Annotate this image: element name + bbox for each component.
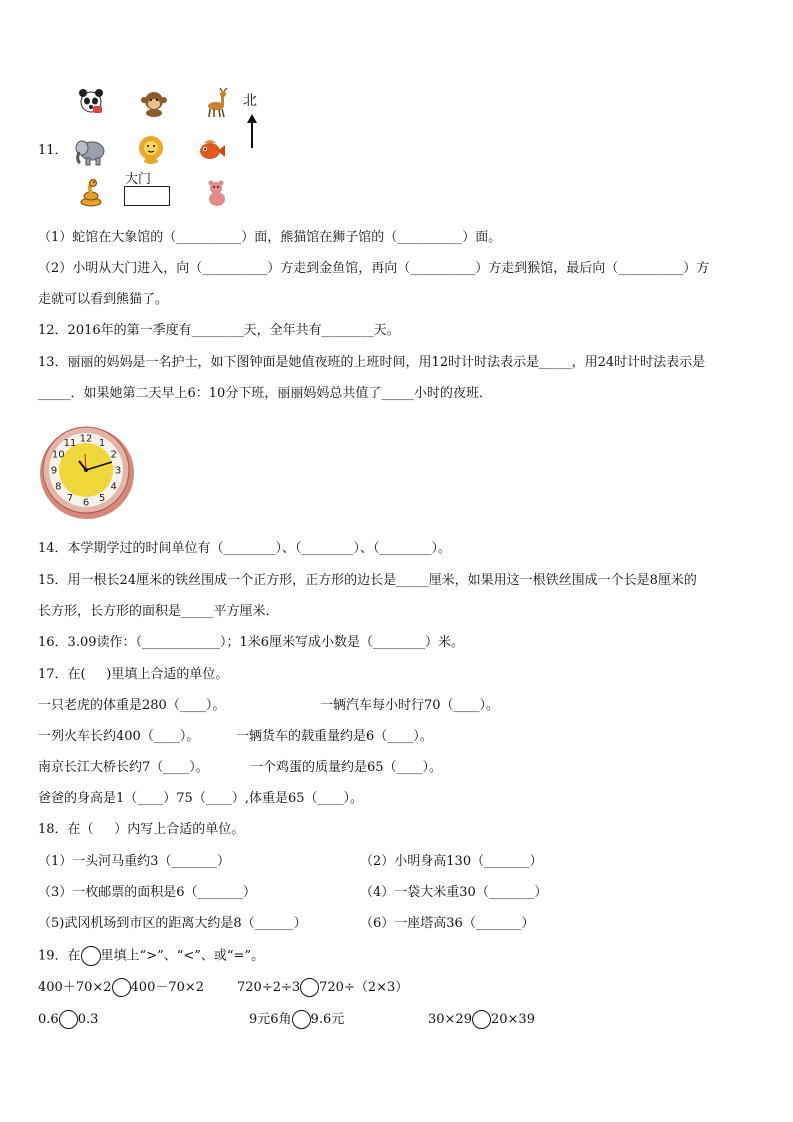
q19-expr2 — [237, 978, 408, 997]
elephant-icon — [74, 136, 110, 166]
q17-a: 一只老虎的体重是280（____）。 — [38, 698, 226, 713]
q19-title-pre: 19．在 — [38, 948, 81, 964]
clock-number: 2 — [110, 449, 117, 461]
q12: 12．2016年的第一季度有________天，全年共有________天。 — [38, 323, 400, 338]
q17-c: 一列火车长约400（____）。 — [38, 729, 200, 744]
q19-expr5 — [428, 1010, 535, 1029]
q17-b: 一辆汽车每小时行70（____）。 — [320, 698, 500, 713]
q19-expr1 — [38, 978, 204, 997]
clock-number: 9 — [50, 465, 58, 477]
clock-number: 1 — [98, 437, 106, 449]
clock-number: 7 — [66, 493, 74, 505]
clock-number: 4 — [110, 481, 117, 493]
clock-face — [38, 420, 136, 520]
goldfish-icon — [196, 135, 226, 165]
q11-part2-line1: （2）小明从大门进入，向（__________）方走到金鱼馆，再向（__________）方走到猴馆，最后向（__________）方 — [38, 261, 710, 276]
q18-p5: （5)武冈机场到市区的距离大约是8（______） — [38, 916, 307, 931]
q15-line2: 长方形，长方形的面积是_____平方厘米． — [38, 604, 279, 619]
clock-number: 10 — [51, 449, 65, 461]
expr-left: 30×29 — [428, 1012, 472, 1027]
lion-icon — [136, 134, 166, 164]
snake-icon — [76, 178, 106, 208]
q14: 14．本学期学过的时间单位有（________）、（________）、（________）。 — [38, 541, 452, 556]
monkey-icon — [139, 88, 169, 118]
q13-line1: 13．丽丽的妈妈是一名护士，如下图钟面是她值夜班的上班时间，用12时计时法表示是_____，用24时计时法表示是 — [38, 355, 706, 370]
answer-circle[interactable] — [112, 978, 131, 997]
clock-number: 12 — [79, 433, 93, 445]
answer-circle[interactable] — [59, 1010, 78, 1029]
expr-left: 400＋70×2 — [38, 980, 112, 995]
answer-circle[interactable] — [472, 1010, 491, 1029]
compare-circle-icon — [81, 946, 101, 966]
q18-p1: （1）一头河马重约3（_______） — [38, 854, 231, 869]
q18-p6: （6）一座塔高36（_______） — [360, 916, 535, 931]
clock-number: 8 — [55, 481, 62, 493]
expr-right: 720÷（2×3） — [319, 980, 409, 995]
expr-right: 9.6元 — [310, 1012, 345, 1027]
gate-label: 大门 — [125, 172, 152, 187]
clock-number: 3 — [114, 465, 122, 477]
q18-p2: （2）小明身高130（_______） — [360, 854, 543, 869]
clock-number: 5 — [98, 493, 106, 505]
bear-icon — [202, 178, 232, 208]
q19-expr4 — [249, 1010, 344, 1029]
expr-left: 720÷2÷3 — [237, 980, 301, 995]
q19-title — [38, 946, 264, 966]
answer-circle[interactable] — [300, 978, 319, 997]
expr-right: 0.3 — [77, 1012, 99, 1027]
q17-f: 一个鸡蛋的质量约是65（____）。 — [250, 760, 443, 775]
north-arrow-icon — [251, 122, 253, 148]
q13-line2: _____．如果她第二天早上6：10分下班，丽丽妈妈总共值了_____小时的夜班． — [38, 386, 492, 401]
q11-part1: （1）蛇馆在大象馆的（__________）面，熊猫馆在狮子馆的（__________）面。 — [38, 230, 502, 245]
panda-icon — [76, 86, 106, 116]
expr-left: 9元6角 — [249, 1012, 292, 1027]
q18-p3: （3）一枚邮票的面积是6（_______） — [38, 885, 257, 900]
expr-right: 400－70×2 — [130, 980, 205, 995]
clock-number: 6 — [82, 497, 90, 509]
question-number-11: 11． — [38, 143, 68, 158]
q11-part2-line2: 走就可以看到熊猫了。 — [38, 292, 169, 307]
q19-expr3 — [38, 1010, 98, 1029]
clock-number: 11 — [63, 437, 77, 449]
gate-box — [124, 186, 170, 206]
expr-left: 0.6 — [38, 1012, 59, 1027]
q17-e: 南京长江大桥长约7（____）。 — [38, 760, 209, 775]
q17-d: 一辆货车的载重量约是6（____）。 — [236, 729, 433, 744]
q18-p4: （4）一袋大米重30（_______） — [360, 885, 548, 900]
q17-g: 爸爸的身高是1（____）75（____）,体重是65（____）。 — [38, 791, 363, 806]
answer-circle[interactable] — [292, 1010, 311, 1029]
north-label: 北 — [243, 93, 257, 109]
deer-icon — [202, 88, 232, 118]
q16: 16．3.09读作：（____________）；1米6厘米写成小数是（________）米。 — [38, 635, 465, 650]
q18-title: 18．在（ ）内写上合适的单位。 — [38, 822, 245, 837]
expr-right: 20×39 — [490, 1012, 535, 1027]
q17-title: 17．在( )里填上合适的单位。 — [38, 667, 229, 682]
q15-line1: 15．用一根长24厘米的铁丝围成一个正方形，正方形的边长是_____厘米，如果用这一根铁丝围成一个长是8厘米的 — [38, 573, 697, 588]
q19-title-post: 里填上“>”、“<”、或“=”。 — [100, 948, 265, 964]
